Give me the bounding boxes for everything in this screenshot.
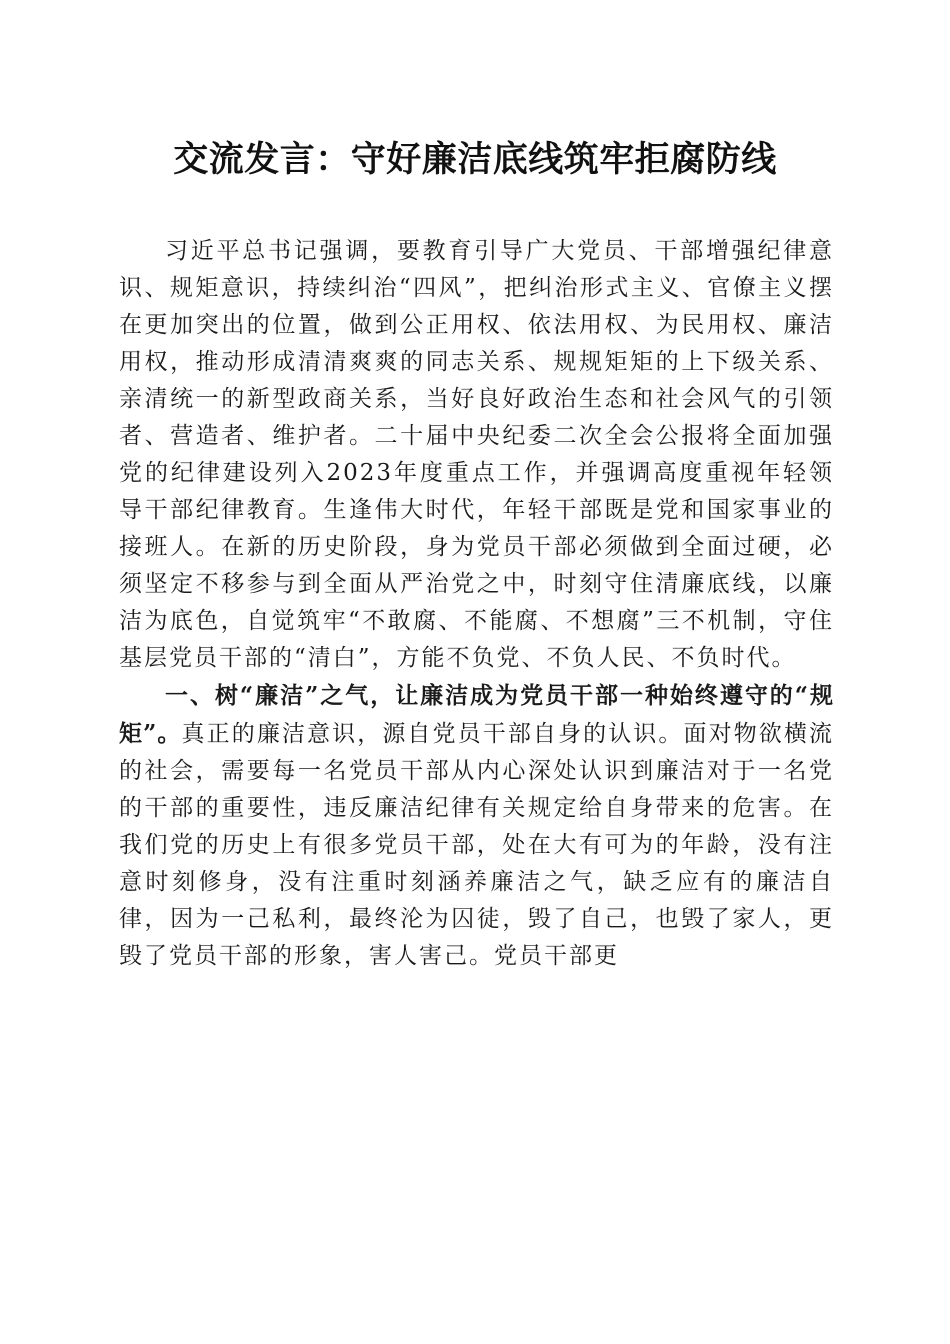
- paragraph-section-1: [119, 677, 834, 975]
- paragraph-intro: [119, 233, 834, 677]
- paragraph-text: 习近平总书记强调，要教育引导广大党员、干部增强纪律意识、规矩意识，持续纠治“四风”，把纠治形式主义、官僚主义摆在更加突出的位置，做到公正用权、依法用权、为民用权、廉洁用权，推动形成清清爽爽的同志关系、规规矩矩的上下级关系、亲清统一的新型政商关系，当好良好政治生态和社会风气的引领者、营造者、维护者。二十届中央纪委二次全会公报将全面加强党的纪律建设列入2023年度重点工作，并强调高度重视年轻领导干部纪律教育。生逢伟大时代，年轻干部既是党和国家事业的接班人。在新的历史阶段，身为党员干部必须做到全面过硬，必须坚定不移参与到全面从严治党之中，时刻守住清廉底线，以廉洁为底色，自觉筑牢“不敢腐、不能腐、不想腐”三不机制，守住基层党员干部的“清白”，方能不负党、不负人民、不负时代。: [119, 238, 834, 671]
- paragraph-text: 真正的廉洁意识，源自党员干部自身的认识。面对物欲横流的社会，需要每一名党员干部从内心深处认识到廉洁对于一名党的干部的重要性，违反廉洁纪律有关规定给自身带来的危害。在我们党的历史上有很多党员干部，处在大有可为的年龄，没有注意时刻修身，没有注重时刻涵养廉洁之气，缺乏应有的廉洁自律，因为一己私利，最终沦为囚徒，毁了自己，也毁了家人，更毁了党员干部的形象，害人害己。党员干部更: [119, 721, 835, 969]
- document-title: 交流发言：守好廉洁底线筑牢拒腐防线: [173, 139, 777, 180]
- document-body: [119, 233, 834, 975]
- section-heading: 一、树“廉洁”之气，让廉洁成为党员干部一种始终遵守的“规矩”。: [119, 682, 834, 747]
